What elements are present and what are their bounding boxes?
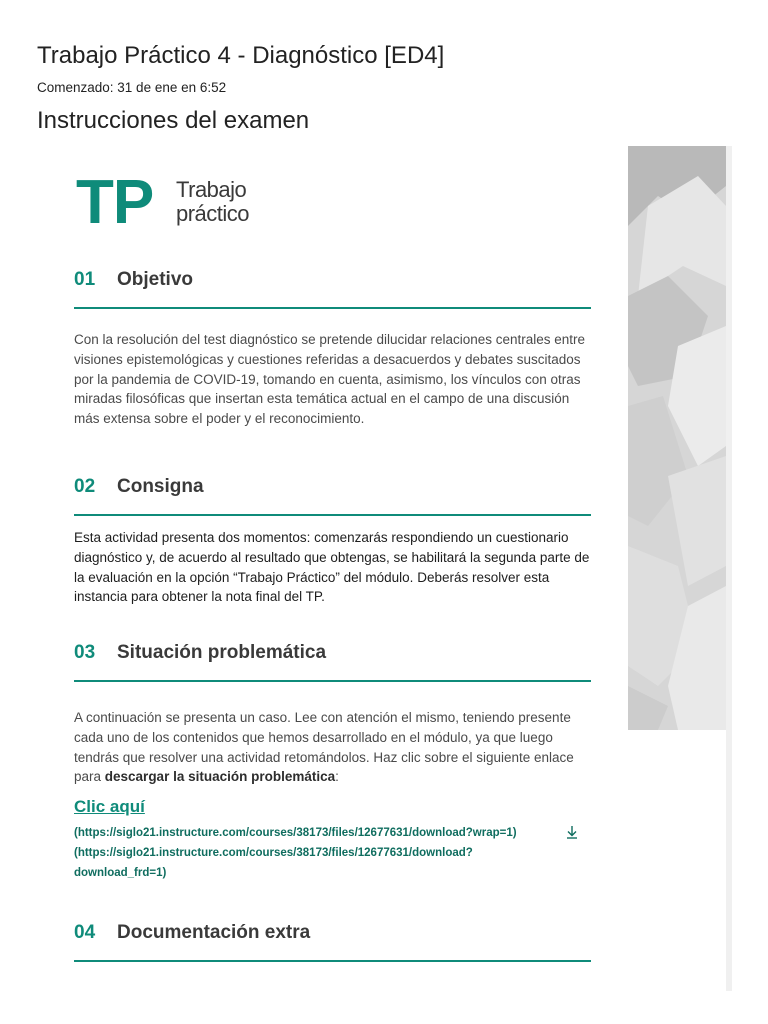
decorative-side-image: [628, 146, 726, 730]
section-divider: [74, 680, 591, 682]
situacion-text-bold: descargar la situación problemática: [104, 769, 336, 785]
section-title: Situación problemática: [117, 642, 327, 663]
section-title: Consigna: [117, 476, 204, 497]
section-consigna-header: [74, 476, 591, 516]
side-scroll-strip: [726, 146, 732, 991]
section-situacion-header: [74, 642, 591, 682]
objetivo-text: Con la resolución del test diagnóstico se pretende dilucidar relaciones centrales entre visiones epistemológicas y cuestiones referidas a desacuerdos y debates suscitados por la pandemia de COVID-19, tomando en cuenta, asimismo, los vínculos con otras miradas filosóficas que insertan esta temática actual en el campo de una discusión más extensa sobre el poder y el reconocimiento.: [74, 332, 586, 427]
section-number: 03: [74, 642, 96, 663]
section-number: 02: [74, 476, 96, 497]
page-title: Trabajo Práctico 4 - Diagnóstico [ED4]: [37, 42, 445, 69]
instructions-title: Instrucciones del examen: [37, 107, 310, 134]
tp-logo-line1: Trabajo: [176, 177, 247, 202]
download-url-frd[interactable]: (https://siglo21.instructure.com/courses/38173/files/12677631/download?download_frd=1): [74, 847, 473, 879]
tp-logo-mark: TP: [76, 168, 154, 237]
section-title: Documentación extra: [117, 922, 311, 943]
download-icon[interactable]: [564, 824, 580, 840]
situacion-text-end: :: [335, 769, 339, 785]
situacion-text: [74, 708, 594, 787]
section-divider: [74, 307, 591, 309]
section-number: 04: [74, 922, 96, 943]
started-timestamp: Comenzado: 31 de ene en 6:52: [37, 80, 227, 95]
tp-logo-line2: práctico: [176, 201, 250, 226]
situacion-text-main: A continuación se presenta un caso. Lee con atención el mismo, teniendo presente cada uno de los contenidos que hemos desarrollado en el módulo, ya que luego tendrás que resolver una actividad retomándolos. Haz clic sobre el siguiente enlace para: [74, 710, 574, 785]
section-title: Objetivo: [117, 269, 194, 290]
section-divider: [74, 960, 591, 962]
section-documentacion-header: [74, 922, 591, 962]
tp-logo-text: [176, 178, 249, 226]
section-objetivo-header: [74, 269, 591, 309]
download-link[interactable]: Clic aquí: [74, 797, 145, 816]
section-number: 01: [74, 269, 96, 290]
section-divider: [74, 514, 591, 516]
download-url-wrap[interactable]: (https://siglo21.instructure.com/courses/38173/files/12677631/download?wrap=1): [74, 827, 517, 839]
consigna-text: Esta actividad presenta dos momentos: comenzarás respondiendo un cuestionario diagnóstico y, de acuerdo al resultado que obtengas, se habilitará la segunda parte de la evaluación en la opción “Trabajo Práctico” del módulo. Deberás resolver esta instancia para obtener la nota final del TP.: [74, 530, 590, 605]
